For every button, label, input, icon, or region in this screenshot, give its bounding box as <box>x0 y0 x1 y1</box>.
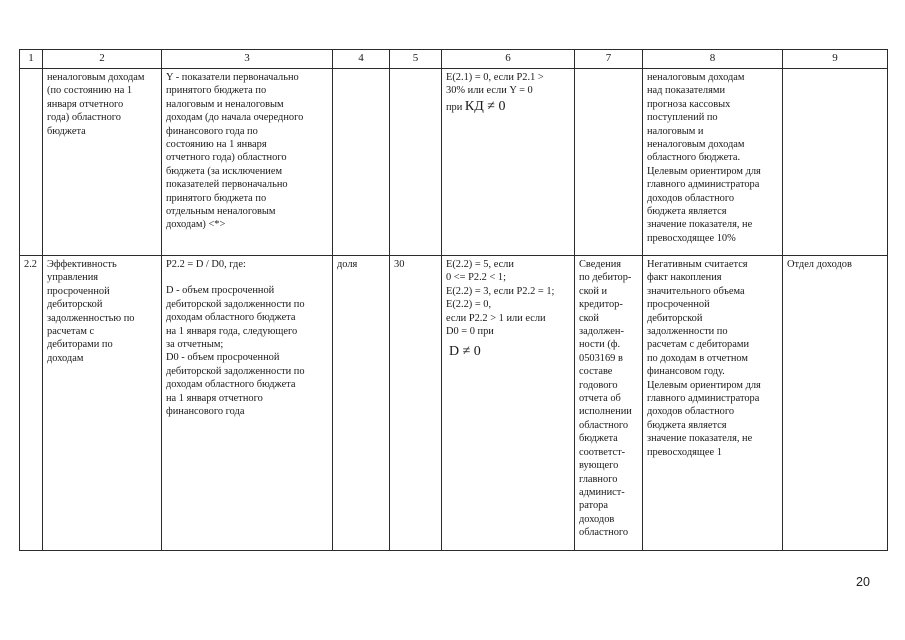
row2-weight: 30 <box>390 256 442 551</box>
row2-formula <box>162 256 333 551</box>
row2-source: Сведения по дебитор- ской и кредитор- ской задолжен- ности (ф. 0503169 в составе годового отчета об исполнении областного бюджета соответст- вующего главного админист- ратора доходов областного <box>575 256 643 551</box>
table-row <box>20 256 888 551</box>
row1-evaluation-condition <box>446 98 570 116</box>
row2-formula-d0: D0 - объем просроченной дебиторской задолженности по доходам областного бюджета на 1 января отчетного финансового года <box>166 352 305 418</box>
row2-evaluation-text: E(2.2) = 5, если 0 <= P2.2 < 1; E(2.2) = 3, если P2.2 = 1; E(2.2) = 0, если P2.2 > 1 или если D0 = 0 при <box>446 259 555 338</box>
row2-formula-main: P2.2 = D / D0, где: <box>166 259 246 270</box>
col-header-4: 4 <box>333 50 390 69</box>
header-row <box>20 50 888 69</box>
row2-evaluation-formula: D ≠ 0 <box>449 344 481 360</box>
col-header-1: 1 <box>20 50 43 69</box>
row1-evaluation-text: E(2.1) = 0, если P2.1 > 30% или если Y = 0 <box>446 72 544 97</box>
row1-condition-prefix: при <box>446 101 465 113</box>
row2-evaluation <box>442 256 575 551</box>
row2-number: 2.2 <box>20 256 43 551</box>
col-header-3: 3 <box>162 50 333 69</box>
row2-responsible: Отдел доходов <box>783 256 888 551</box>
col-header-5: 5 <box>390 50 442 69</box>
col-header-2: 2 <box>43 50 162 69</box>
col-header-9: 9 <box>783 50 888 69</box>
row1-formula: Y - показатели первоначально принятого бюджета по налоговым и неналоговым доходам (до начала очередного финансового года по состоянию на 1 января отчетного года) областного бюджета (за исключением показателей первоначально принятого бюджета по отдельным неналоговым доходам) <*> <box>162 69 333 256</box>
col-header-8: 8 <box>643 50 783 69</box>
row1-weight <box>390 69 442 256</box>
table-row <box>20 69 888 256</box>
row1-evaluation <box>442 69 575 256</box>
page-number: 20 <box>856 575 870 589</box>
row1-indicator-name: неналоговым доходам (по состоянию на 1 января отчетного года) областного бюджета <box>43 69 162 256</box>
row2-comment: Негативным считается факт накопления значительного объема просроченной дебиторской задолженности по расчетам с дебиторами по доходам в отчетном финансовом году. Целевым ориентиром для главного администратора доходов областного бюджета является значение показателя, не превосходящее 1 <box>643 256 783 551</box>
col-header-6: 6 <box>442 50 575 69</box>
row2-indicator-name: Эффективность управления просроченной дебиторской задолженностью по расчетам с дебиторами по доходам <box>43 256 162 551</box>
col-header-7: 7 <box>575 50 643 69</box>
row2-formula-d: D - объем просроченной дебиторской задолженности по доходам областного бюджета на 1 января года, следующего за отчетным; <box>166 285 305 351</box>
row1-comment: неналоговым доходам над показателями прогноза кассовых поступлений по налоговым и неналоговым доходам областного бюджета. Целевым ориентиром для главного администратора доходов областного бюджета является значение показателя, не превосходящее 10% <box>643 69 783 256</box>
row1-responsible <box>783 69 888 256</box>
row1-unit <box>333 69 390 256</box>
row1-condition-formula: КД ≠ 0 <box>464 98 506 114</box>
row2-unit: доля <box>333 256 390 551</box>
row1-source <box>575 69 643 256</box>
indicator-table <box>19 49 888 551</box>
row1-number <box>20 69 43 256</box>
